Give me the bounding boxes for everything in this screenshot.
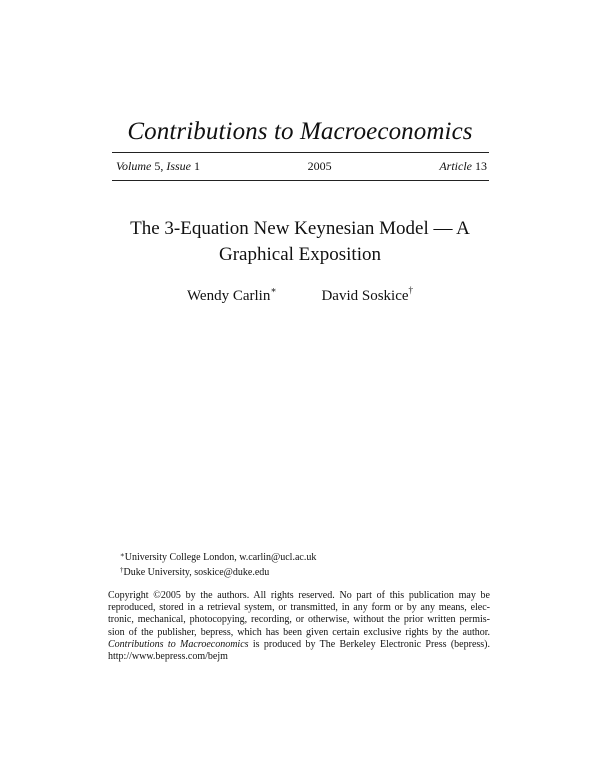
footnote <box>120 565 316 580</box>
issue-label: Issue <box>166 158 191 173</box>
author <box>186 285 277 305</box>
publication-year: 2005 <box>307 158 332 173</box>
paper-title <box>100 216 500 268</box>
author <box>321 285 414 305</box>
author-name: David Soskice <box>321 288 409 304</box>
copyright-line: sion of the publisher, bepress, which has been given certain exclusive rights by the author. <box>108 626 490 638</box>
volume-label: Volume <box>116 158 152 173</box>
publisher-url[interactable]: http://www.bepress.com/bejm <box>108 651 228 663</box>
article-number: 13 <box>475 158 487 173</box>
copyright-line: Copyright ©2005 by the authors. All rights reserved. No part of this publication may be <box>108 590 490 601</box>
footnote-mark: ∗ <box>120 551 125 559</box>
journal-title: Contributions to Macroeconomics <box>127 118 473 145</box>
volume-issue: Volume 5, Issue 1 <box>116 158 200 173</box>
journal-meta-row <box>116 157 487 175</box>
volume-number: 5 <box>154 158 161 173</box>
footnote <box>120 550 316 565</box>
paper-title-line-2: Graphical Exposition <box>219 244 381 265</box>
footnote-text: Duke University, soskice@duke.edu <box>123 567 270 578</box>
author-footnote-mark: ∗ <box>270 285 277 295</box>
article-label: Article <box>439 158 472 173</box>
journal-name-italic: Contributions to Macroeconomics <box>108 638 249 650</box>
bottom-rule <box>112 180 489 181</box>
issue-number: 1 <box>194 158 200 173</box>
copyright-line: reproduced, stored in a retrieval system, or transmitted, in any form or by any means, elec- <box>108 602 490 614</box>
author-footnote-mark: † <box>408 285 414 295</box>
footnote-mark: † <box>120 566 124 574</box>
footnote-text: University College London, w.carlin@ucl.ac.uk <box>124 552 317 563</box>
copyright-line-rest: is produced by The Berkeley Electronic Press (bepress). <box>248 638 490 650</box>
footnotes <box>120 550 316 580</box>
author-name: Wendy Carlin <box>186 288 271 304</box>
copyright-notice <box>108 590 490 663</box>
copyright-line: tronic, mechanical, photocopying, recording, or otherwise, without the prior written permis- <box>108 614 490 626</box>
author-list <box>0 285 600 305</box>
copyright-line <box>108 639 490 651</box>
paper-title-line-1: The 3-Equation New Keynesian Model — A <box>130 218 470 239</box>
article-info <box>439 159 487 174</box>
top-rule <box>112 152 489 153</box>
